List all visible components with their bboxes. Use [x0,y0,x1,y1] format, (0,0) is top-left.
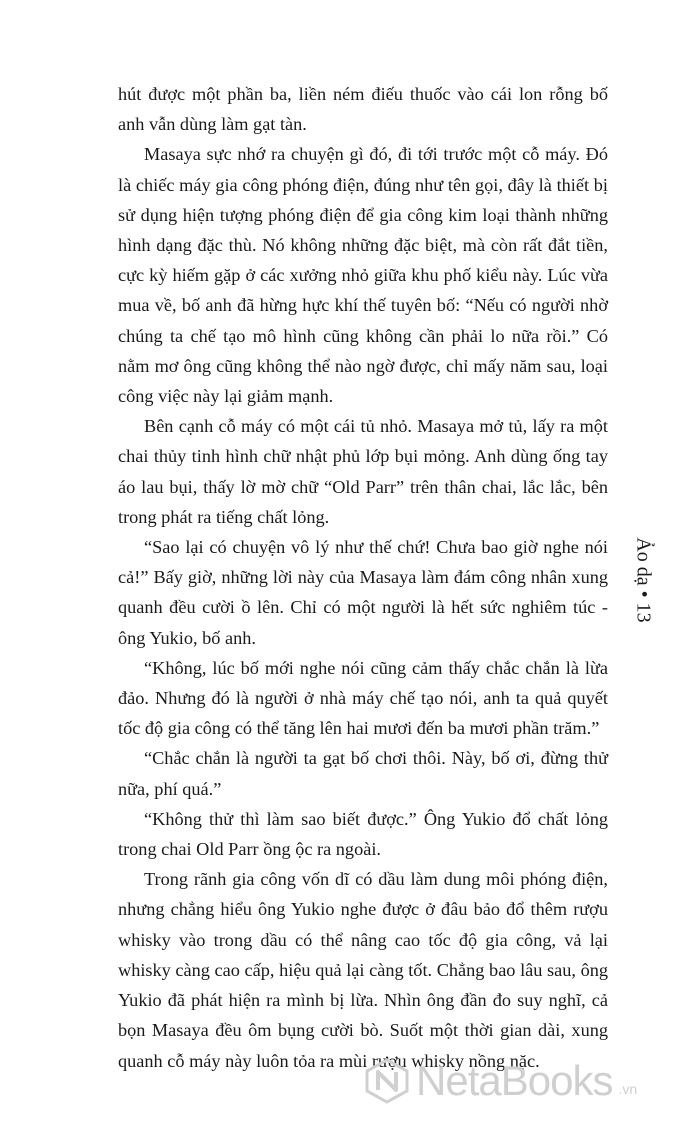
paragraph-3: Bên cạnh cỗ máy có một cái tủ nhỏ. Masaya mở tủ, lấy ra một chai thủy tinh hình chữ nhật phủ lớp bụi mỏng. Anh dùng ống tay áo lau bụi, thấy lờ mờ chữ “Old Parr” trên thân chai, lắc lắc, bên trong phát ra tiếng chất lỏng. [118,416,608,527]
watermark [364,1057,637,1105]
paragraph-1: hút được một phần ba, liền ném điếu thuốc vào cái lon rỗng bố anh vẫn dùng làm gạt tàn. [118,84,608,135]
paragraph-5: “Không, lúc bố mới nghe nói cũng cảm thấy chắc chắn là lừa đảo. Nhưng đó là người ở nhà máy chế tạo nói, anh ta quả quyết tốc độ gia công có thể tăng lên hai mươi đến ba mươi phần trăm.” [118,657,608,739]
paragraph-4: “Sao lại có chuyện vô lý như thế chứ! Chưa bao giờ nghe nói cả!” Bấy giờ, những lời này của Masaya làm đám công nhân xung quanh đều cười ồ lên. Chỉ có một người là hết sức nghiêm túc - ông Yukio, bố anh. [118,537,608,648]
watermark-suffix: .vn [618,1081,638,1097]
watermark-brand: NetaBooks [416,1057,613,1104]
paragraph-6: “Chắc chắn là người ta gạt bố chơi thôi. Này, bố ơi, đừng thử nữa, phí quá.” [118,748,608,799]
netabooks-n-logo-icon [364,1058,410,1104]
page-text [118,79,608,1076]
paragraph-2: Masaya sực nhớ ra chuyện gì đó, đi tới trước một cỗ máy. Đó là chiếc máy gia công phóng điện, đúng như tên gọi, đây là thiết bị sử dụng hiện tượng phóng điện để gia công kim loại thành những hình dạng đặc thù. Nó không những đặc biệt, mà còn rất đắt tiền, cực kỳ hiếm gặp ở các xưởng nhỏ giữa khu phố kiểu này. Lúc vừa mua về, bố anh đã hừng hực khí thế tuyên bố: “Nếu có người nhờ chúng ta chế tạo mô hình cũng không cần phải lo nữa rồi.” Có nằm mơ ông cũng không thể nào ngờ được, chỉ mấy năm sau, loại công việc này lại giảm mạnh. [118,144,608,407]
running-header-text: Ảo dạ • 13 [632,537,655,623]
running-header [628,525,658,635]
paragraph-8: Trong rãnh gia công vốn dĩ có dầu làm dung môi phóng điện, nhưng chẳng hiểu ông Yukio nghe được ở đâu bảo đổ thêm rượu whisky vào trong dầu có thể nâng cao tốc độ gia công, vả lại whisky càng cao cấp, hiệu quả lại càng tốt. Chẳng bao lâu sau, ông Yukio đã phát hiện ra mình bị lừa. Nhìn ông đần đo suy nghĩ, cả bọn Masaya đều ôm bụng cười bò. Suốt một thời gian dài, xung quanh cỗ máy này luôn tỏa ra mùi rượu whisky nồng nặc. [118,869,608,1071]
paragraph-7: “Không thử thì làm sao biết được.” Ông Yukio đổ chất lỏng trong chai Old Parr ồng ộc ra ngoài. [118,808,608,860]
